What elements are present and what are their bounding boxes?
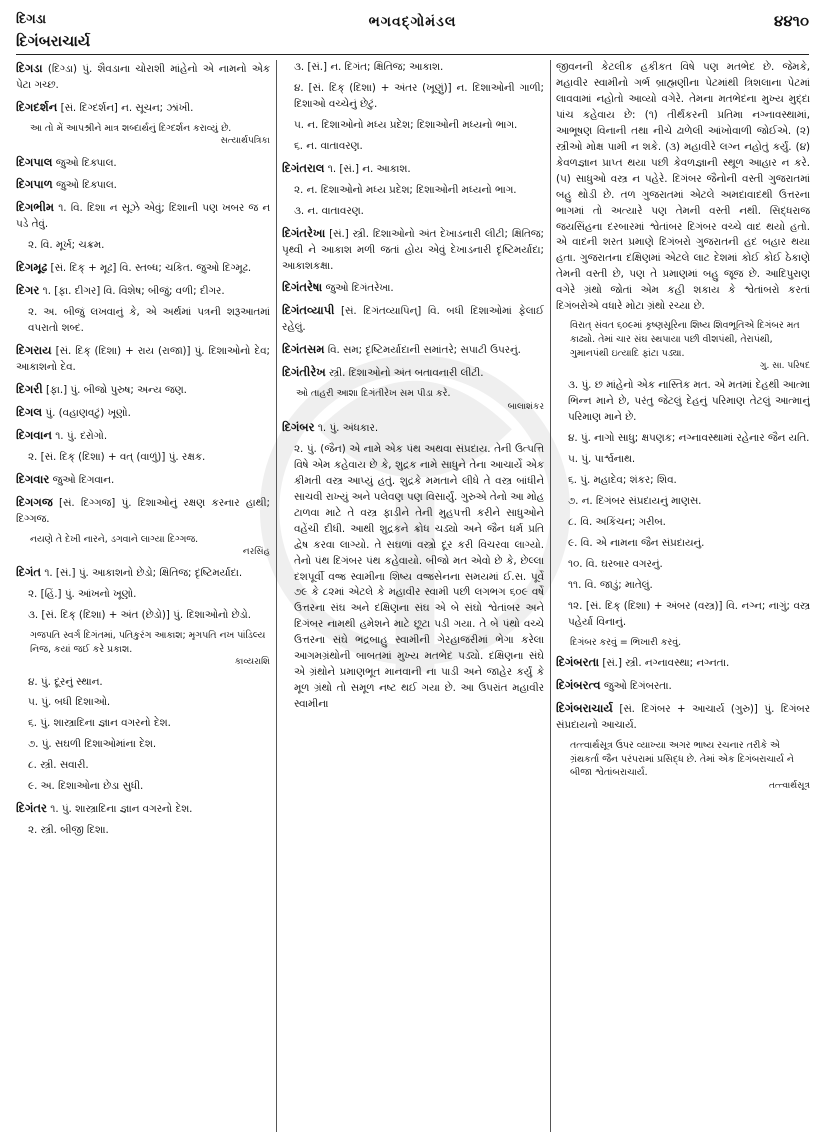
headword: દિગંબરતા bbox=[556, 655, 600, 670]
quote-text: આ તો મેં આપશ્રીને માત્ર શબ્દાર્થનું દિગ્દર્શન કરાવ્યું છે. bbox=[30, 122, 232, 134]
column-rule-left bbox=[276, 60, 277, 1132]
headword: દિગંતવ્યાપી bbox=[282, 303, 335, 318]
guide-word-first: દિગડા bbox=[16, 12, 47, 27]
headword: દિગર bbox=[16, 283, 40, 298]
dictionary-entry bbox=[16, 404, 270, 422]
quote-source: તત્ત્વાર્થસૂત્ર bbox=[768, 780, 810, 791]
column-3 bbox=[556, 60, 810, 1132]
citation-quote bbox=[570, 739, 810, 793]
sense-line: ૩. [સં. દિક્ (દિશા) + અંત (છેડો)] પું. દિશાઓનો છેડો. bbox=[28, 609, 252, 622]
sense-line: ૮. સ્ત્રી. સવારી. bbox=[28, 759, 89, 772]
quote-text: ઓ તાહરી આશા દિગંતીરેખ સમ પીડા કરે. bbox=[296, 388, 451, 400]
sense-line: ૨. વિ. મૂર્ખ; ચક્રમ. bbox=[28, 239, 105, 252]
definition-text: જુઓ દિગંતરેખા. bbox=[325, 282, 394, 295]
dictionary-entry bbox=[282, 364, 544, 382]
definition-text: જુઓ દિક્પાલ. bbox=[55, 156, 117, 169]
sense-line: ૧૨. [સં. દિક્ (દિશા) + અંબર (વસ્ત્ર)] વિ. નગ્ન; નાગું; વસ્ત્ર પહેર્યા વિનાનું. bbox=[568, 599, 810, 628]
sense-line: ૩. ન. વાતાવરણ. bbox=[294, 204, 364, 217]
headword: દિગંત bbox=[16, 565, 42, 580]
dictionary-entry bbox=[556, 677, 810, 695]
headword: દિગવાર bbox=[16, 471, 50, 486]
sense-line: ૨. [હિં.] પું. આંખનો ખૂણો. bbox=[28, 588, 137, 601]
dictionary-entry bbox=[16, 800, 270, 818]
citation-quote bbox=[30, 122, 270, 149]
quote-source: નરસિંહ bbox=[242, 547, 270, 558]
definition-text: જુઓ દિગંબરતા. bbox=[603, 680, 672, 693]
definition-text: [સં. દિગ્ગજ] પું. દિશાઓનું રક્ષણ કરનાર હાથી; દિગ્ગજ. bbox=[16, 496, 270, 525]
dictionary-entry bbox=[282, 302, 544, 336]
sense-line: ૩. પું. છ માંહેનો એક નાસ્તિક મત. એ મતમાં દેહથી આત્મા ભિન્ન માને છે, પરંતુ જેટલું દેહનું પરિમાણ તેટલું આત્માનું પરિમાણ માને છે. bbox=[568, 379, 810, 424]
headword: દિગરી bbox=[16, 382, 43, 397]
sense-line: ૬. ન. વાતાવરણ. bbox=[294, 139, 363, 152]
dictionary-title: ભગવદ્ગોમંડલ bbox=[368, 14, 457, 30]
sense-line: ૬. પું. મહાદેવ; શંકર; શિવ. bbox=[568, 473, 677, 486]
column-1 bbox=[16, 60, 270, 1132]
dictionary-entry bbox=[16, 60, 270, 94]
sense-line: ૨. સ્ત્રી. બીજી દિશા. bbox=[28, 824, 109, 837]
sense-line: ૨. પું. (જૈન) એ નામે એક પંથ અથવા સંપ્રદાય. તેની ઉત્પત્તિ વિષે એમ કહેવાય છે કે, શુદ્રક નામે સાધુને તેના આચાર્યે એક કીમતી વસ્ત્ર આપ્યું હતું. શુદ્રકે મમતાને લીધે તે વસ્ત્ર બાંધીને સાચવી રાખ્યું અને પલેવણ પણ વિસાર્યું. ગુરુએ તેનો આ મોહ ટાળવા માટે તે વસ્ત્ર ફાડીને તેની મુહપત્તી કરીને સાધુઓને વહેંચી દીધી. આથી શુદ્રકને ક્રોધ ચડ્યો અને જૈન ધર્મ પ્રતિ દ્વેષ કરવા લાગ્યો. તે સઘળાં વસ્ત્રો દૂર કરી વિચરવા લાગ્યો. તેનો પંથ દિગંબર પંથ કહેવાયો. બીજો મત એવો છે કે, છેલ્લા દશપૂર્વી વજ્ર સ્વામીના શિષ્ય વજ્રસેનના સમયમાં ઈ.સ. પૂર્વે ૭૯ કે ૮૨માં એટલે કે મહાવીર સ્વામી પછી લગભગ ૬૦૯ વર્ષે ઉત્તરના સંઘ અને દક્ષિણના સંઘ એ બે સંઘો શ્વેતાંબર અને દિગંબર નામથી હમેશને માટે છૂટા પડી ગયા. તે બે પંથો વચ્ચે ઉત્તરના સંઘે ભદ્રબાહુ સ્વામીની ગેરહાજરીમાં ભેગા કરેલા આગમગ્રંથોની બાબતમાં મુખ્ય મતભેદ પડ્યો. દક્ષિણના સંઘે એ ગ્રંથોને પ્રમાણભૂત માનવાની ના પાડી અને જાહેર કર્યું કે મૂળ ગ્રંથો તો સમૂળ નષ્ટ થઈ ગયા છે. આ ઉપરાંત મહાવીર સ્વામીના bbox=[294, 442, 544, 711]
definition-text: ૧. [સં.] ન. આકાશ. bbox=[327, 162, 411, 175]
headword: દિગંબરત્વ bbox=[556, 678, 601, 693]
definition-text: [સં. દિગંબર + આચાર્ય (ગુરુ)] પું. દિગંબર સંપ્રદાયનો આચાર્ય. bbox=[556, 703, 810, 732]
continuation-text: જીવનની કેટલીક હકીકત વિષે પણ મતભેદ છે. જેમકે, મહાવીર સ્વામીનો ગર્ભ બ્રાહ્મણીના પેટમાંથી ત્રિશલાના પેટમાં લાવવામાં નહોતો આવ્યો વગેરે. તેમના મતભેદના મુખ્ય મુદ્દા પાંચ કહેવાય છે: (૧) તીર્થંકરની પ્રતિમા નગ્નાવસ્થામાં, આભૂષણ વિનાની તથા નીચે ઢાળેલી આંખોવાળી જોઈએ. (૨) સ્ત્રીઓ મોક્ષ પામી ન શકે. (૩) મહાવીરે લગ્ન નહોતું કર્યું. (૪) કેવળજ્ઞાન પ્રાપ્ત થયા પછી કેવળજ્ઞાની સ્થૂળ આહાર ન કરે. (૫) સાધુઓ વસ્ત્ર ન પહેરે. દિગંબર જૈનોની વસ્તી ગુજરાતમાં બહુ થોડી છે. તળ ગુજરાતમાં એટલે અમદાવાદથી ઉત્તરના ભાગમાં તો અત્યારે પણ તેમની વસ્તી નથી. સિદ્ધરાજ જયસિંહના દરબારમાં શ્વેતાંબર દિગંબર વચ્ચે વાદ થયો હતો. એ વાદની શરત પ્રમાણે દિગંબરો ગુજરાતની હદ બહાર થયા હતા. ગુજરાતના દક્ષિણમાં એટલે લાટ દેશમાં કોઈ કોઈ ઠેકાણે તેમની વસ્તી છે, પણ તે પ્રમાણમાં બહુ જૂજ છે. આદિપુરાણ વગેરે ગ્રંથો જોતાં એમ કહી શકાય કે શ્વેતાંબરો કરતાં દિગંબરોએ વધારે મોટા ગ્રંથો રચ્યા છે. bbox=[556, 61, 810, 313]
definition-text: પું. (વહાણવટું) ખૂણો. bbox=[45, 406, 131, 419]
dictionary-entry bbox=[16, 564, 270, 582]
dictionary-entry bbox=[556, 700, 810, 734]
headword: દિગલ bbox=[16, 404, 43, 419]
dictionary-entry bbox=[16, 427, 270, 445]
definition-text: [ફા.] પું. બીજો પુરુષ; અન્ય જણ. bbox=[45, 384, 187, 397]
headword: દિગંતરેખા bbox=[282, 225, 326, 240]
sense-line: ૪. પું. દૂરનું સ્થાન. bbox=[28, 675, 103, 688]
sense-line: ૮. વિ. અકિંચન; ગરીબ. bbox=[568, 515, 666, 528]
headword: દિગંતર bbox=[16, 801, 47, 816]
dictionary-entry bbox=[16, 199, 270, 233]
dictionary-entry bbox=[16, 381, 270, 399]
dictionary-entry bbox=[16, 259, 270, 277]
dictionary-entry bbox=[282, 160, 544, 178]
definition-text: (દિગ્ડા) પું. શૈવડાના ચોરાશી માંહેનો એ નામનો એક પેટા ગચ્છ. bbox=[16, 63, 270, 91]
citation-quote bbox=[570, 636, 810, 650]
headword: દિગરાય bbox=[16, 343, 52, 358]
headword: દિગગજ bbox=[16, 494, 53, 509]
citation-quote bbox=[30, 629, 270, 669]
definition-text: ૧. [ફા. દીગર] વિ. વિશેષ; બીજું; વળી; દીગર. bbox=[42, 285, 225, 298]
dictionary-entry bbox=[16, 471, 270, 489]
sense-line: ૩. [સં.] ન. દિગંત; ક્ષિતિજ; આકાશ. bbox=[294, 61, 444, 73]
headword: દિગપાળ bbox=[16, 177, 53, 192]
page-header bbox=[16, 10, 809, 55]
dictionary-entry bbox=[16, 176, 270, 194]
headword: દિગભીમ bbox=[16, 200, 55, 215]
dictionary-entry bbox=[282, 419, 544, 437]
dictionary-entry bbox=[16, 342, 270, 376]
definition-text: જુઓ દિક્પાલ. bbox=[55, 179, 117, 192]
sense-line: ૫. પું. બધી દિશાઓ. bbox=[28, 696, 111, 709]
quote-text: નયણે તે દેખી નારને, ડગવાને લાગ્યા દિગ્ગજ. bbox=[30, 533, 199, 545]
dictionary-entry bbox=[16, 99, 270, 117]
sense-line: ૫. ન. દિશાઓનો મધ્ય પ્રદેશ; દિશાઓની મધ્યનો ભાગ. bbox=[294, 118, 518, 131]
headword: દિગંતસમ bbox=[282, 342, 325, 357]
sense-line: ૯. વિ. એ નામના જૈન સંપ્રદાયનું. bbox=[568, 536, 705, 549]
sense-line: ૪. [સં. દિક્ (દિશા) + અંતર (ખૂણું)] ન. દિશાઓની ગાળી; દિશાઓ વચ્ચેનું છેટું. bbox=[294, 81, 544, 110]
dictionary-entry bbox=[16, 154, 270, 172]
sense-line: ૪. પું. નાગો સાધુ; ક્ષપણક; નગ્નાવસ્થામાં રહેનાર જૈન યતિ. bbox=[568, 432, 810, 445]
quote-text: ગજપતિ સ્વર્ગ દિગંતમાં, પતિકુરંગ આકાશ; મૃગપતિ નખ પાંડિલ્ય નિજ, કયાં જઈ કરે પ્રકાશ. bbox=[30, 630, 266, 655]
page-number: ૪૪૧૦ bbox=[774, 12, 809, 30]
guide-word-last: દિગંબરાચાર્ય bbox=[16, 32, 91, 50]
definition-text: ૧. પું. દરોગો. bbox=[55, 429, 108, 442]
headword: દિગમૂઢ bbox=[16, 260, 48, 275]
definition-text: ૧. [સં.] પું. આકાશનો છેડો; ક્ષિતિજ; દૃષ્ટિમર્યાદા. bbox=[44, 567, 243, 580]
definition-text: [સં.] સ્ત્રી. નગ્નાવસ્થા; નગ્નતા. bbox=[602, 657, 730, 670]
sense-line: ૯. અ. દિશાઓના છેડા સુધી. bbox=[28, 780, 144, 793]
headword: દિગંતરેષા bbox=[282, 280, 323, 295]
definition-text: [સં.] સ્ત્રી. દિશાઓનો અંત દેખાડનારી લીટી; ક્ષિતિજ; પૃથ્વી ને આકાશ મળી જતાં હોય એવું દેખાડનારી દૃષ્ટિમર્યાદા; આકાશકક્ષા. bbox=[282, 227, 544, 272]
sense-line: ૧૧. વિ. જાડું; માતેલું. bbox=[568, 578, 653, 591]
definition-text: ૧. વિ. દિશા ન સૂઝે એવું; દિશાની પણ ખબર જ ન પડે તેવું. bbox=[16, 202, 270, 231]
citation-quote bbox=[570, 319, 810, 373]
citation-quote bbox=[30, 533, 270, 560]
dictionary-entry bbox=[282, 279, 544, 297]
sense-line: ૭. ન. દિગંબર સંપ્રદાયનું માણસ. bbox=[568, 494, 702, 507]
headword: દિગવાન bbox=[16, 427, 52, 442]
quote-text: દિગંબર કરવું = ભિખારી કરવું. bbox=[570, 636, 682, 648]
definition-text: ૧. પું. શાસ્ત્રાદિના જ્ઞાન વગરનો દેશ. bbox=[50, 803, 193, 816]
headword: દિગંતીરેખ bbox=[282, 365, 326, 380]
sense-line: ૧૦. વિ. ઘરબાર વગરનું. bbox=[568, 557, 663, 570]
citation-quote bbox=[296, 387, 544, 414]
definition-text: જુઓ દિગવાન. bbox=[52, 473, 115, 486]
dictionary-entry bbox=[282, 341, 544, 359]
sense-line: ૨. [સં. દિક્ (દિશા) + વત્ (વાળું)] પું. રક્ષક. bbox=[28, 450, 206, 463]
column-rule-right bbox=[550, 60, 551, 1132]
headword: દિગડા bbox=[16, 61, 43, 75]
sense-line: ૫. પું. પાર્શ્વનાથ. bbox=[568, 452, 636, 465]
definition-text: ૧. પું. અંધકાર. bbox=[317, 421, 379, 434]
sense-line: ૭. પું. સઘળી દિશાઓમાંના દેશ. bbox=[28, 738, 157, 751]
dictionary-entry bbox=[282, 225, 544, 275]
headword: દિગપાલ bbox=[16, 154, 53, 169]
quote-source: ગુ. સા. પરિષદ bbox=[759, 361, 810, 372]
definition-text: [સં. દિક્ + મૂઢ] વિ. સ્તબ્ધ; ચકિત. જુઓ દિગ્મૂઢ. bbox=[50, 262, 252, 275]
column-2 bbox=[282, 60, 544, 1132]
headword: દિગંબરાચાર્ય bbox=[556, 701, 613, 716]
headword: દિગદર્શન bbox=[16, 99, 58, 114]
definition-text: [સં. દિક્ (દિશા) + રાય (રાજા)] પું. દિશાઓનો દેવ; આકાશનો દેવ. bbox=[16, 345, 270, 374]
definition-text: [સં. દિગંતવ્યાપિન્] વિ. બધી દિશાઓમાં ફેલાઈ રહેલું. bbox=[282, 305, 544, 334]
quote-source: સત્યાર્થપત્રિકા bbox=[220, 136, 270, 147]
dictionary-entry bbox=[556, 654, 810, 672]
definition-text: [સં. દિગ્દર્શન] ન. સૂચન; ઝાંખી. bbox=[60, 101, 194, 114]
quote-source: બાલાશંકર bbox=[507, 401, 544, 412]
quote-source: કાવ્યરાશિ bbox=[234, 657, 270, 668]
quote-text: વિરાત્ સંવત ૬૦૯માં કૃષ્ણસૂરિના શિષ્ય શિવભૂતિએ દિગંબર મત કાઢ્યો. તેમાં ચાર સંઘ સ્થપાયા પછી વીશપંથી, તેરાપંથી, ગુમાનપંથી ઇત્યાદિ ફાંટા પડ્યા. bbox=[570, 320, 800, 359]
dictionary-entry bbox=[16, 494, 270, 528]
sense-line: ૨. અ. બીજું લખવાનું કે, એ અર્થમાં પત્રની શરૂઆતમાં વપરાતો શબ્દ. bbox=[28, 306, 270, 335]
quote-text: તત્ત્વાર્થસૂત્ર ઉપર વ્યાખ્યા અગર ભાષ્ય રચનાર તરીકે એ ગ્રંથકર્તા જૈન પરંપરામાં પ્રસિદ્ધ છે. તેમાં એક દિગંબરાચાર્ય ને બીજા શ્વેતાંબરાચાર્ય. bbox=[570, 740, 794, 779]
headword: દિગંબર bbox=[282, 419, 315, 434]
sense-line: ૬. પું. શાસ્ત્રાદિના જ્ઞાન વગરનો દેશ. bbox=[28, 717, 171, 730]
sense-line: ૨. ન. દિશાઓનો મધ્ય પ્રદેશ; દિશાઓની મધ્યનો ભાગ. bbox=[294, 183, 517, 196]
definition-text: વિ. સમ; દૃષ્ટિમર્યાદાની સમાંતરે; સપાટી ઉપરનું. bbox=[327, 344, 521, 357]
headword: દિગંતરાલ bbox=[282, 160, 325, 175]
definition-text: સ્ત્રી. દિશાઓનો અંત બતાવનારી લીટી. bbox=[329, 367, 484, 380]
dictionary-entry bbox=[16, 282, 270, 300]
